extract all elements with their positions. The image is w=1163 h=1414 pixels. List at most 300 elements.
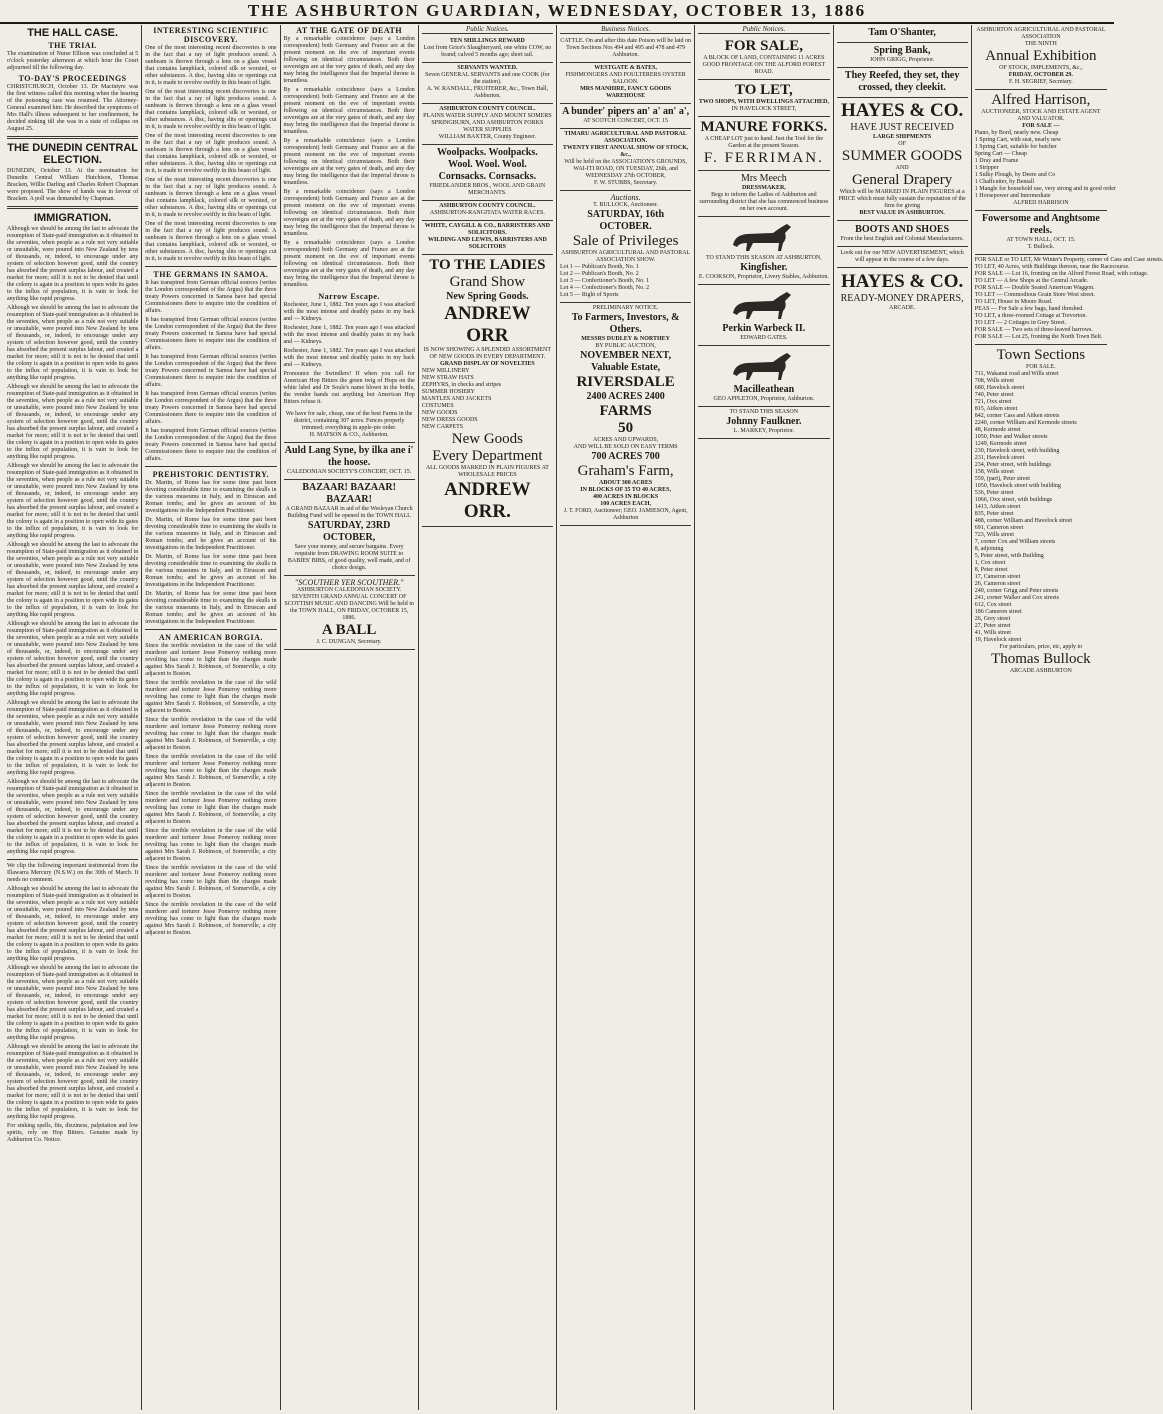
ad-headline: WILDING AND LEWIS, BARRISTERS AND SOLICITORS [427, 237, 547, 250]
ad-text: DRESSMAKER, [741, 185, 786, 191]
ad-headline: MRS MANHIRE, FANCY GOODS WAREHOUSE [580, 86, 672, 99]
headline-election: THE DUNEDIN CENTRAL ELECTION. [7, 142, 139, 166]
ad-signature: JOHN GRIGG, Proprietor. [869, 57, 935, 63]
body-text: It has transpired from German official sources (writes the London correspondent of the Argus) that the three treaty Powers concerned in Samoa have had special Commissioners there to enquire into the condition of affairs. [145, 280, 277, 314]
article-scientific [145, 26, 276, 263]
body-text: By a remarkable coincidence (says a London correspondent) both Germany and France are at the present moment on the eve of important events following on identical circumstances. Both their sovereigns are at the very gates of death, and any day may bring the intelligence that the Imperial throne is tenantless. [283, 36, 415, 84]
column-6 [695, 25, 833, 1410]
ad-text: MESSRS DUDLEY & NORTHEY [581, 336, 670, 342]
list-item: 1066, Oxx street, with buildings [974, 497, 1053, 503]
ad-hayes-summer [837, 98, 968, 315]
ad-johnny-faulkner [698, 407, 829, 439]
ad-headline: General Drapery [851, 172, 953, 188]
headline-samoa: THE GERMANS IN SAMOA. [153, 270, 269, 279]
ad-county-council [422, 104, 553, 145]
ad-text: ASHBURTON CALEDONIAN SOCIETY. SEVENTH GRAND ANNUAL CONCERT OF SCOTTISH MUSIC AND DANCING Will be held in the TOWN HALL, ON FRIDAY, OCTOBER 15, 1886. [284, 587, 414, 621]
ad-text: PLAINS WATER SUPPLY AND MOUNT SOMERS SPRINGBURN, AND ASHBURTON FORKS WATER SUPPLIES [423, 113, 552, 133]
ad-dressmaker [698, 171, 829, 217]
list-item: FOR SALE — Lot 25, fronting the North Town Belt. [974, 334, 1103, 340]
ad-headline: Spring Bank, [873, 45, 931, 56]
ad-reels [975, 211, 1107, 255]
ad-text: FOR SALE. [1026, 364, 1056, 370]
ad-water-races [422, 201, 553, 221]
body-text: Although we should be among the last to advocate the resumption of State-paid immigration as it obtained in the seventies, when people as a rule not very suitable or unsuitable, were poured into New Zealand by tens of thousands, or, indeed, to encourage under any system of selection however good, until the country has absorbed the present surplus labour, and created a market for more; still it is not to be denied that until the colony is again in a position to open wide its gates to the influx of population, it is vain to look for anything like rapid progress. [7, 1044, 139, 1120]
ad-text: Save your money, and secure bargains. Every requisite from DRAWING ROOM SUITE to BABIES' BIBS, of good quality, well made, and of choice design. [287, 544, 411, 571]
ad-headline: RIVERSDALE [576, 374, 675, 390]
ad-text: FOR SALE — [1022, 123, 1060, 129]
ad-text: TO STAND THIS SEASON [729, 409, 799, 415]
list-item: 1 Sulky Plough, by Deere and Co [974, 172, 1056, 178]
body-text: One of the most interesting recent discoveries is one in the fact that a ray of light produces sound. A sunbeam is thrown through a lens on a glass vessel that contains lampblack, colored silk or worsted, or other substances. A disc, having slits or openings cut in it, is made to revolve swiftly in this beam of light. [145, 221, 277, 262]
list-item: Lot 3 — Confectioner's Booth, No. 1 [560, 278, 650, 284]
list-item: 2240, corner William and Kermode streets [974, 420, 1077, 426]
ad-signature: F. H. SEGRIEF, Secretary. [1008, 79, 1073, 85]
list-item: 1413, Aitken street [974, 504, 1021, 510]
list-item: 740, Peter street [974, 392, 1014, 398]
ad-headline: BOOTS AND SHOES [855, 224, 950, 235]
ad-brand: ANDREW ORR [444, 303, 531, 346]
ad-solicitors [422, 221, 553, 255]
list-item: 721, Oxx street [974, 399, 1012, 405]
body-text: Although we should be among the last to advocate the resumption of State-paid immigration as it obtained in the seventies, when people as a rule not very suitable or unsuitable, were poured into New Zealand by tens of thousands, or, indeed, to encourage under any system of selection however good, until the country has absorbed the present surplus labour, and created a market for more; still it is not to be denied that until the colony is again in a position to open wide its gates to the influx of population, it is vain to look for anything like rapid progress. [7, 463, 139, 539]
ad-text: Seven GENERAL SERVANTS and one COOK (for the station). [425, 72, 550, 85]
body-text: One of the most interesting recent discoveries is one in the fact that a ray of light produces sound. A sunbeam is thrown through a lens on a glass vessel that contains lampblack, colored silk or worsted, or other substances. A disc, having slits or openings cut in it, is made to revolve swiftly in this beam of light. [145, 177, 277, 218]
horse-icon [725, 221, 803, 253]
ad-text: For particulars, price, etc, apply to [999, 644, 1083, 650]
list-item: 8, Peter street [974, 567, 1008, 573]
ad-headline: FOR SALE, [724, 38, 804, 54]
body-text: Dr. Martin, of Rome has for some time past been devoting considerable time to examining the skulls in the various museums in Italy, and in Etruscan and Roman tombs; and he gives an account of his investigations in the Independent Practitioner. [145, 591, 277, 625]
list-item: 723, Wills street [974, 532, 1014, 538]
ad-item-list [974, 130, 1116, 200]
ad-headline: TO LET, [734, 82, 793, 98]
ad-text: PRELIMINARY NOTICE. [592, 305, 659, 311]
article-immigration [7, 212, 138, 1144]
ad-headline: TWENTY FIRST ANNUAL SHOW OF STOCK, &c., [562, 145, 689, 158]
list-item: 711, Wakanui road and Wills street [974, 371, 1059, 377]
ad-land-for-sale [698, 36, 829, 80]
ad-caledonian-concert [284, 576, 415, 650]
body-text: Although we should be among the last to advocate the resumption of State-paid immigration as it obtained in the seventies, when people as a rule not very suitable or unsuitable, were poured into New Zealand by tens of thousands, or, indeed, to encourage under any system of selection however good, until the country has absorbed the present surplus labour, and created a market for more; still it is not to be denied that until the colony is again in a position to open wide its gates to the influx of population, it is vain to look for anything like rapid progress. [7, 886, 139, 962]
ad-text: Begs to inform the Ladies of Ashburton and surrounding district that she has commenced business on her own account. [699, 192, 829, 212]
ad-woolpacks [422, 145, 553, 201]
ad-farm-sale [284, 409, 415, 443]
article-election [7, 142, 138, 203]
list-item: 26, Cameron street [974, 581, 1021, 587]
ad-headline: MANURE FORKS. [700, 119, 828, 135]
list-item: 234, Peter street, with buildings [974, 462, 1052, 468]
list-item: TO LET — 2 Cottages in Grey Street. [974, 320, 1067, 326]
list-item: 1050, Peter and Walker streets [974, 434, 1048, 440]
list-item: 231, Havelock street [974, 455, 1025, 461]
ad-signature: T. BULLOCK, Auctioneer. [593, 202, 659, 208]
body-text: CHRISTCHURCH, October 13. Dr Macintyre was the first witness called this morning when the hearing of the poisoning case was resumed. The Attorney-General examined him. He described the symptoms of Mrs Hall's illness subsequent to her confinement, he decided sinking till she was in a state of collapse on August 25. [7, 84, 139, 132]
list-item: 708, Wills street [974, 378, 1014, 384]
ad-headline: WHITE, CAYGILL & CO., BARRISTERS AND SOLICITORS. [424, 223, 550, 236]
body-text: Rochester, June 1, 1882. Ten years ago I was attacked with the most intense and deathly pains in my back and — Kidneys. [283, 302, 415, 322]
ad-text: ARCADE ASHBURTON [1009, 668, 1072, 674]
ad-text: AT TOWN HALL, OCT. 15. [1006, 237, 1076, 243]
ad-headline: New Goods [451, 431, 523, 447]
body-text: Although we should be among the last to advocate the resumption of State-paid immigration as it obtained in the seventies, when people as a rule not very suitable or unsuitable, were poured into New Zealand by tens of thousands, or, indeed, to encourage under any system of selection however good, until the country has absorbed the present surplus labour, and created a market for more; still it is not to be denied that until the colony is again in a position to open wide its gates to the influx of population, it is vain to look for anything like rapid progress. [7, 779, 139, 855]
ad-text: ASHBURTON AGRICULTURAL AND PASTORAL ASSOCIATION SHOW. [560, 250, 691, 263]
column-2 [142, 25, 280, 1410]
ad-headline: SERVANTS WANTED. [457, 65, 518, 71]
body-text: By a remarkable coincidence (says a London correspondent) both Germany and France are at the present moment on the eve of important events following on identical circumstances. Both their sovereigns are at the very gates of death, and any day may bring the intelligence that the Imperial throne is tenantless. [283, 87, 415, 135]
body-text: It has transpired from German official sources (writes the London correspondent of the Argus) that the three treaty Powers concerned in Samoa have had special Commissioners there to enquire into the condition of affairs. [145, 354, 277, 388]
body-text: Rochester, June 1, 1882. Ten years ago I was attacked with the most intense and deathly pains in my back and — Kidneys. [283, 348, 415, 368]
ad-headline: BAZAAR! BAZAAR! BAZAAR! [302, 482, 396, 505]
body-text: Since the terrible revelation in the case of the wild murderer and torturer Jesse Pomeroy nothing more revolting has come to light than the charges made against Mrs Sarah J. Robinson, of Somerville, a city adjacent to Boston. [145, 754, 277, 788]
body-text: It has transpired from German official sources (writes the London correspondent of the Argus) that the three treaty Powers concerned in Samoa have had special Commissioners there to enquire into the condition of affairs. [145, 317, 277, 351]
article-hall-case [7, 27, 138, 133]
body-text: Since the terrible revelation in the case of the wild murderer and torturer Jesse Pomeroy nothing more revolting has come to light than the charges made against Mrs Sarah J. Robinson, of Somerville, a city adjacent to Boston. [145, 902, 277, 936]
body-text: Rochester, June 1, 1882. Ten years ago I was attacked with the most intense and deathly pains in my back and — Kidneys. [283, 325, 415, 345]
ad-brand: HAYES & CO. [840, 271, 964, 292]
ad-headline: 2400 ACRES 2400 [586, 391, 665, 402]
list-item: TO LET, House in Moore Road. [974, 299, 1053, 305]
ad-headline: Johnny Faulkner. [726, 416, 802, 427]
ad-text: OF [898, 141, 906, 147]
ad-headline: Macilleathean [733, 384, 795, 395]
ad-headline: Every Department [432, 448, 543, 464]
ad-text: AND [895, 165, 909, 171]
ad-text: IN BLOCKS OF 35 TO 40 ACRES, [580, 487, 671, 493]
list-item: Lot 1 — Publican's Booth, No. 1 [560, 264, 639, 270]
ad-date: FRIDAY, OCTOBER 29. [1008, 72, 1073, 78]
list-item: SUMMER HOSIERY [421, 389, 475, 395]
ad-alfred-harrison [974, 90, 1116, 211]
body-text: Pronounce the Swindlers! If when you call for American Hop Bitters the green twig of Hops on the white label and Dr Soule's name blown in the bottle, the vendor hands out anything but American Hop Bitters refuse it. [283, 371, 415, 405]
notice-list [974, 257, 1163, 341]
ad-scotch-concert [560, 104, 691, 129]
list-item: 1 Mangle for household use, very strong and in good order [974, 186, 1116, 192]
ad-signature: J. T. FORD, Auctioneer; GEO. JAMIESON, Agent, Ashburton [563, 508, 688, 521]
ad-text: ASHBURTON AGRICULTURAL AND PASTORAL ASSOCIATION [976, 27, 1106, 40]
ad-ball: A BALL [321, 622, 377, 638]
article-borgia [145, 633, 276, 937]
ad-signature: EDWARD GATES. [740, 335, 788, 341]
body-text: Dr. Martin, of Rome has for some time past been devoting considerable time to examining the skulls in the various museums in Italy, and in Etruscan and Roman tombs; and he gives an account of his investigations in the Independent Practitioner. [145, 554, 277, 588]
list-item: 230, Havelock street, with building [974, 448, 1060, 454]
ad-cattle-notice [560, 36, 691, 63]
body-text: Since the terrible revelation in the case of the wild murderer and torturer Jesse Pomeroy nothing more revolting has come to light than the charges made against Mrs Sarah J. Robinson, of Somerville, a city adjacent to Boston. [145, 791, 277, 825]
ad-kingfisher [698, 217, 829, 285]
list-item: 536, Peter street [974, 490, 1014, 496]
ad-text: IS NOW SHOWING A SPLENDID ASSORTMENT OF NEW GOODS IN EVERY DEPARTMENT. [423, 347, 552, 360]
list-item: Spring Cart — Cheap [974, 151, 1027, 157]
ad-text: We have for sale, cheap, one of the best Farms in the district, containing 307 acres. Fences properly trimmed; everything in apple-pie order. [285, 411, 413, 431]
ad-text: GRAND DISPLAY OF NOVELTIES [440, 361, 535, 367]
ad-signature: WILLIAM BAXTER, County Engineer. [438, 134, 536, 140]
ad-text: A CHEAP LOT just to hand. Just the Tool for the Garden at the present Season. [704, 136, 824, 149]
ad-text: A GRAND BAZAAR in aid of the Wesleyan Church Building Fund will be opened in the TOWN HALL [285, 506, 413, 519]
list-item: 186 Cameron street [974, 609, 1022, 615]
list-item: Lot 4 — Confectioner's Booth, No. 2 [560, 285, 650, 291]
ad-signature: H. MATSON & CO., Ashburton. [309, 432, 389, 438]
section-label: Auctions. [610, 193, 641, 202]
column-7 [834, 25, 972, 1410]
list-item: 5, Peter street, with Building [974, 553, 1044, 559]
list-item: 1 Spring Cart, with seat, nearly new [974, 137, 1062, 143]
headline-gate-of-death: AT THE GATE OF DEATH [296, 26, 403, 35]
ad-headline: Perkin Warbeck II. [722, 323, 806, 334]
body-text: For sinking spells, fits, dizziness, palpitation and low spirits, rely on Hop Bitters. Genuine made by Ashburton Co. Notice. [7, 1123, 139, 1143]
body-text: One of the most interesting recent discoveries is one in the fact that a ray of light produces sound. A sunbeam is thrown through a lens on a glass vessel that contains lampblack, colored silk or worsted, or other substances. A disc, having slits or openings cut in it, is made to revolve swiftly in this beam of light. [145, 45, 277, 86]
list-item: TO LET — A few Shops at the Central Arcade. [974, 278, 1089, 284]
headline-hall-case: THE HALL CASE. [27, 27, 119, 39]
ad-text: AND WILL BE SOLD ON EASY TERMS [573, 444, 678, 450]
ad-headline: Wool. Wool. Wool. [447, 159, 527, 170]
ad-headline: 50 [618, 420, 634, 436]
subhead-trial: THE TRIAL [48, 41, 97, 50]
list-item: 241, corner Walker and Cox streets [974, 595, 1060, 601]
ad-text: From the best English and Colonial Manufacturers. [840, 236, 964, 242]
ad-signature: F. W. STUBBS, Secretary. [593, 180, 658, 186]
body-text: One of the most interesting recent discoveries is one in the fact that a ray of light produces sound. A sunbeam is thrown through a lens on a glass vessel that contains lampblack, colored silk or worsted, or other substances. A disc, having slits or openings cut in it, is made to revolve swiftly in this beam of light. [145, 89, 277, 130]
body-text: Since the terrible revelation in the case of the wild murderer and torturer Jesse Pomeroy nothing more revolting has come to light than the charges made against Mrs Sarah J. Robinson, of Somerville, a city adjacent to Boston. [145, 680, 277, 714]
column-1 [4, 25, 142, 1410]
list-item: NEW GOODS [421, 410, 458, 416]
ad-headline: ASHBURTON COUNTY COUNCIL. [439, 106, 536, 112]
list-item: 1 Stripper [974, 165, 999, 171]
list-item: FOR SALE — Two sets of three-leaved harrows. [974, 327, 1093, 333]
ad-headline: Cornsacks. Cornsacks. [438, 171, 537, 182]
list-item: NEW DRESS GOODS [421, 417, 478, 423]
ad-text: A BLOCK OF LAND, CONTAINING 11 ACRES [703, 55, 825, 61]
ad-text: BY PUBLIC AUCTION, [595, 343, 656, 349]
subhead-proceedings: TO-DAY'S PROCEEDINGS [18, 74, 127, 83]
ad-reward [422, 36, 553, 63]
article-narrow-escape [284, 292, 415, 406]
ad-text: Which will be MARKED IN PLAIN FIGURES at a PRICE which must fully sustain the reputation of the firm for giving [838, 189, 966, 209]
ad-riversdale-estate [560, 303, 691, 526]
column-3 [281, 25, 419, 1410]
ad-servants [422, 63, 553, 104]
ad-headline: Tam O'Shanter, [868, 27, 936, 38]
list-item: 835, Peter street [974, 511, 1014, 517]
ad-text: OF STOCK, IMPLEMENTS, &c., [999, 65, 1083, 71]
ad-signature: J. C. DUNGAN, Secretary. [316, 639, 382, 645]
body-text: It has transpired from German official sources (writes the London correspondent of the Argus) that the three treaty Powers concerned in Samoa have had special Commissioners there to enquire into the condition of affairs. [145, 391, 277, 425]
ad-headline: Sale of Privileges [572, 233, 679, 249]
list-item: 158, Wills street [974, 469, 1014, 475]
ad-text: ABOUT 300 ACRES [599, 480, 653, 486]
list-item: FOR SALE — Lot 16, fronting on the Alford Forest Road, with cottage. [974, 271, 1149, 277]
ad-bazaar [284, 480, 415, 576]
headline-immigration: IMMIGRATION. [33, 212, 112, 224]
ad-headline: A bunder' pipers an' a' an' a', [562, 106, 690, 117]
list-item: 17, Cameron street [974, 574, 1021, 580]
columns [4, 25, 1163, 1410]
body-text: By a remarkable coincidence (says a London correspondent) both Germany and France are at the present moment on the eve of important events following on identical circumstances. Both their sovereigns are at the very gates of death, and any day may bring the intelligence that the Imperial throne is tenantless. [283, 240, 415, 288]
ad-headline: 700 ACRES 700 [591, 451, 660, 462]
list-item: 7, corner Cox and William streets [974, 539, 1056, 545]
ad-brand: F. FERRIMAN. [703, 150, 824, 166]
ad-text: Lost from Grice's Slaughteryard, one white COW, no brand; calved 5 months ago; short tail. [423, 45, 552, 58]
ad-headline: TEN SHILLINGS REWARD [449, 38, 525, 44]
ad-text: Look out for our NEW ADVERTISEMENT, which will appear in the course of a few days. [840, 250, 964, 263]
ad-headline: TIMARU AGRICULTURAL AND PASTORAL ASSOCIATION. [564, 131, 687, 144]
list-item: TO LET — Commodious Grain Store West street. [974, 292, 1095, 298]
ad-item-list [422, 368, 553, 431]
ad-signature: FRIEDLANDER BROS., WOOL AND GRAIN MERCHANTS. [429, 183, 546, 196]
body-text: Since the terrible revelation in the case of the wild murderer and torturer Jesse Pomeroy nothing more revolting has come to light than the charges made against Mrs Sarah J. Robinson, of Somerville, a city adjacent to Boston. [145, 865, 277, 899]
ad-spring-bank [837, 43, 968, 68]
column-header: Business Notices. [560, 25, 691, 34]
list-item: 1 Dray and Frame [974, 158, 1019, 164]
article-dentistry [145, 470, 276, 626]
article-gate-of-death [284, 26, 415, 289]
headline-borgia: AN AMERICAN BORGIA. [158, 633, 263, 642]
ad-headline: Woolpacks. Woolpacks. [437, 147, 538, 158]
column-header: Public Notices. [422, 25, 553, 34]
body-text: Although we should be among the last to advocate the resumption of State-paid immigration as it obtained in the seventies, when people as a rule not very suitable or unsuitable, were poured into New Zealand by tens of thousands, or, indeed, to encourage under any system of selection however good, until the country has absorbed the present surplus labour, and created a market for more; still it is not to be denied that until the colony is again in a position to open wide its gates to the influx of population, it is vain to look for anything like rapid progress. [7, 384, 139, 460]
ad-text: THE NINTH [1024, 41, 1057, 47]
headline-scientific: INTERESTING SCIENTIFIC DISCOVERY. [153, 26, 269, 44]
ad-headline: Auld Lang Syne, by ilka ane i' the hoose. [284, 445, 414, 468]
body-text: Since the terrible revelation in the case of the wild murderer and torturer Jesse Pomeroy nothing more revolting has come to light than the charges made against Mrs Sarah J. Robinson, of Somerville, a city adjacent to Boston. [145, 828, 277, 862]
ad-text: LARGE SHIPMENTS [873, 134, 932, 140]
ad-text: ASHBURTON-RANGITATA WATER RACES. [429, 210, 545, 216]
ad-text: ARCADE. [889, 305, 916, 311]
list-item: PEAS — For Sale a few bags, hand threshed. [974, 306, 1084, 312]
list-item: 1, Cox street [974, 560, 1006, 566]
ad-headline: To Farmers, Investors, & Others. [571, 312, 680, 335]
ad-headline: Mrs Meech [740, 173, 787, 184]
ad-brand: ANDREW ORR. [444, 479, 531, 522]
column-5 [557, 25, 695, 1410]
ad-text: CALEDONIAN SOCIETY'S CONCERT, OCT. 15. [286, 469, 412, 475]
ad-macilleathean [698, 346, 829, 407]
body-text: By a remarkable coincidence (says a London correspondent) both Germany and France are at the present moment on the eve of important events following on identical circumstances. Both their sovereigns are at the very gates of death, and any day may bring the intelligence that the Imperial throne is tenantless. [283, 138, 415, 186]
list-item: 559, (part), Peter street [974, 476, 1030, 482]
ad-signature: A. W. RANDALL, FRUITERER, &c., Town Hall, Ashburton. [426, 86, 549, 99]
ad-headline: Fowersome and Anghtsome reels. [981, 213, 1100, 236]
ad-text: Will be held on the ASSOCIATION'S GROUNDS, WAI-ITI ROAD, ON TUESDAY, 26th, and WEDNESDAY 27th OCTOBER, [564, 159, 687, 179]
body-text: We clip the following important testimonial from the Illawarra Mercury (N.S.W.) on the 30th of March. It needs no comment. [7, 863, 139, 883]
ad-headline: Town Sections [996, 347, 1086, 363]
ad-headline: FARMS [599, 403, 652, 419]
ad-town-sections [975, 345, 1107, 678]
list-item: 1 Spring Cart, suitable for butcher [974, 144, 1057, 150]
ad-bullock-notices [974, 255, 1163, 345]
ad-headline: Alfred Harrison, [991, 92, 1091, 108]
ad-headline: TO THE LADIES [429, 257, 546, 273]
ad-text: TO STAND THIS SEASON AT ASHBURTON, [706, 255, 822, 261]
headline-dentistry: PREHISTORIC DENTISTRY. [152, 470, 270, 479]
list-item: 1 Horsepower and Intermediate [974, 193, 1051, 199]
body-text: DUNEDIN, October 13. At the nomination for Dunedin Central William Hutchison, Thomas Bracken, Willie Darling and Charles Robert Chapman were proposed. The show of hands was in favour of Bracken. A poll was demanded by Chapman. [7, 168, 139, 202]
ad-headline: Annual Exhibition [985, 48, 1097, 64]
ad-signature: L. MARKEY, Proprietor. [733, 428, 795, 434]
list-item: NEW STRAW HATS [421, 375, 474, 381]
list-item: 48, Kermode street [974, 427, 1021, 433]
ad-signature: GEO APPLETON, Proprietor, Ashburton. [713, 396, 815, 402]
list-item: 815, Aitken street [974, 406, 1018, 412]
body-text: Although we should be among the last to advocate the resumption of State-paid immigration as it obtained in the seventies, when people as a rule not very suitable or unsuitable, were poured into New Zealand by tens of thousands, or, indeed, to encourage under any system of selection however good, until the country has absorbed the present surplus labour, and created a market for more; still it is not to be denied that until the colony is again in a position to open wide its gates to the influx of population, it is vain to look for anything like rapid progress. [7, 226, 139, 302]
ad-headline: Valuable Estate, [591, 362, 661, 373]
ad-signature: T. Bullock. [1027, 244, 1055, 250]
article-samoa [145, 270, 276, 463]
list-item: 1 Chaffcutter, by Bentall [974, 179, 1035, 185]
ad-text: IN HAVELOCK STREET, [731, 106, 797, 112]
body-text: Although we should be among the last to advocate the resumption of State-paid immigration as it obtained in the seventies, when people as a rule not very suitable or unsuitable, were poured into New Zealand by tens of thousands, or, indeed, to encourage under any system of selection however good, until the country has absorbed the present surplus labour, and created a market for more; still it is not to be denied that until the colony is again in a position to open wide its gates to the influx of population, it is vain to look for anything like rapid progress. [7, 305, 139, 381]
ad-text: GOOD FRONTAGE ON THE ALFORD FOREST ROAD. [702, 62, 826, 75]
ad-text: AT SCOTCH CONCERT, OCT. 15 [583, 118, 668, 124]
body-text: By a remarkable coincidence (says a London correspondent) both Germany and France are at the present moment on the eve of important events following on identical circumstances. Both their sovereigns are at the very gates of death, and any day may bring the intelligence that the Imperial throne is tenantless. [283, 189, 415, 237]
list-item: 19, Havelock street [974, 637, 1022, 643]
ad-auld-lang-syne [284, 443, 415, 480]
ad-signature: ALFRED HARRISON [1013, 200, 1069, 206]
list-item: NEW CARPETS [421, 424, 464, 430]
column-header: Public Notices. [698, 25, 829, 34]
list-item: Piano, by Bord, nearly new. Cheap [974, 130, 1059, 136]
list-item: MANTLES AND JACKETS [421, 396, 492, 402]
ad-signature: E. COOKSON, Proprietor, Livery Stables, Ashburton. [698, 274, 829, 280]
ad-text: AUCTIONEER, STOCK AND ESTATE AGENT AND VALUATOR. [981, 109, 1101, 122]
column-4 [419, 25, 557, 1410]
section-list [975, 371, 1107, 644]
ad-manure-forks [698, 117, 829, 171]
ad-headline: They Reefed, they set, they crossed, they cleekit. [844, 70, 960, 93]
list-item: NEW MILLINERY [421, 368, 470, 374]
ad-headline: WESTGATE & BATES, [594, 65, 657, 71]
list-item: TO LET, 40 Acres, with Buildings thereon, near the Racecourse. [974, 264, 1130, 270]
body-text: The examination of Nurse Ellison was concluded at 5 o'clock yesterday afternoon at which hour the Court adjourned till the following day. [7, 51, 139, 71]
list-item: 41, Wills street [974, 630, 1011, 636]
body-text: Although we should be among the last to advocate the resumption of State-paid immigration as it obtained in the seventies, when people as a rule not very suitable or unsuitable, were poured into New Zealand by tens of thousands, or, indeed, to encourage under any system of selection however good, until the country has absorbed the present surplus labour, and created a market for more; still it is not to be denied that until the colony is again in a position to open wide its gates to the influx of population, it is vain to look for anything like rapid progress. [7, 965, 139, 1041]
ad-brand: Thomas Bullock [991, 651, 1091, 667]
ad-text: 400 ACRES IN BLOCKS [593, 494, 659, 500]
list-item: ZEPHYRS, in checks and stripes [421, 382, 502, 388]
ad-text: FISHMONGERS AND POULTERERS OYSTER SALOON. [565, 72, 686, 85]
body-text: Dr. Martin, of Rome has for some time past been devoting considerable time to examining the skulls in the various museums in Italy, and in Etruscan and Roman tombs; and he gives an account of his investigations in the Independent Practitioner. [145, 480, 277, 514]
ad-text: ACRES AND UPWARDS, [593, 437, 659, 443]
headline-narrow-escape: Narrow Escape. [318, 292, 380, 301]
ad-date: NOVEMBER NEXT, [580, 350, 672, 361]
ad-annual-exhibition [975, 25, 1107, 90]
ad-date: SATURDAY, 16th OCTOBER. [587, 209, 665, 232]
list-item: 26, Grey street [974, 616, 1011, 622]
body-text: Although we should be among the last to advocate the resumption of State-paid immigration as it obtained in the seventies, when people as a rule not very suitable or unsuitable, were poured into New Zealand by tens of thousands, or, indeed, to encourage under any system of selection however good, until the country has absorbed the present surplus labour, and created a market for more; still it is not to be denied that until the colony is again in a position to open wide its gates to the influx of population, it is vain to look for anything like rapid progress. [7, 542, 139, 618]
list-item: Lot 5 — Right of Sports [560, 292, 619, 298]
ad-text: READY-MONEY DRAPERS, [840, 293, 964, 304]
ad-headline: SUMMER GOODS [841, 148, 963, 164]
ad-timaru-show [560, 129, 691, 191]
ad-text: HAVE JUST RECEIVED [850, 122, 954, 133]
ad-quote: "SCOUTHER YER SCOUTHER." [294, 578, 404, 587]
ad-text: CATTLE. On and after this date Poison will be laid on Town Sections Nos 494 and 495 and 478 and 479 Ashburton. [560, 38, 692, 58]
ad-auctions [560, 191, 691, 303]
ad-text: 100 ACRES EACH, [600, 501, 652, 507]
ad-headline: Grand Show [449, 274, 526, 290]
body-text: It has transpired from German official sources (writes the London correspondent of the Argus) that the three treaty Powers concerned in Samoa have had special Commissioners there to enquire into the condition of affairs. [145, 428, 277, 462]
horse-icon [725, 289, 803, 321]
ad-text: BEST VALUE IN ASHBURTON. [859, 210, 945, 216]
ad-perkin-warbeck [698, 285, 829, 346]
body-text: Although we should be among the last to advocate the resumption of State-paid immigration as it obtained in the seventies, when people as a rule not very suitable or unsuitable, were poured into New Zealand by tens of thousands, or, indeed, to encourage under any system of selection however good, until the country has absorbed the present surplus labour, and created a market for more; still it is not to be denied that until the colony is again in a position to open wide its gates to the influx of population, it is vain to look for anything like rapid progress. [7, 700, 139, 776]
lot-list [560, 264, 691, 299]
list-item: 680, Havelock street [974, 385, 1025, 391]
ad-text: TWO SHOPS, WITH DWELLINGS ATTACHED, [698, 99, 829, 105]
ad-date: SATURDAY, 23RD OCTOBER, [307, 520, 391, 543]
list-item: 27, Peter street [974, 623, 1011, 629]
body-text: Dr. Martin, of Rome has for some time past been devoting considerable time to examining the skulls in the various museums in Italy, and in Etruscan and Roman tombs; and he gives an account of his investigations in the Independent Practitioner. [145, 517, 277, 551]
list-item: TO LET, a three-roomed Cottage at Trevorton. [974, 313, 1087, 319]
ad-to-let-shops [698, 80, 829, 117]
list-item: 240, corner Grigg and Peter streets [974, 588, 1059, 594]
